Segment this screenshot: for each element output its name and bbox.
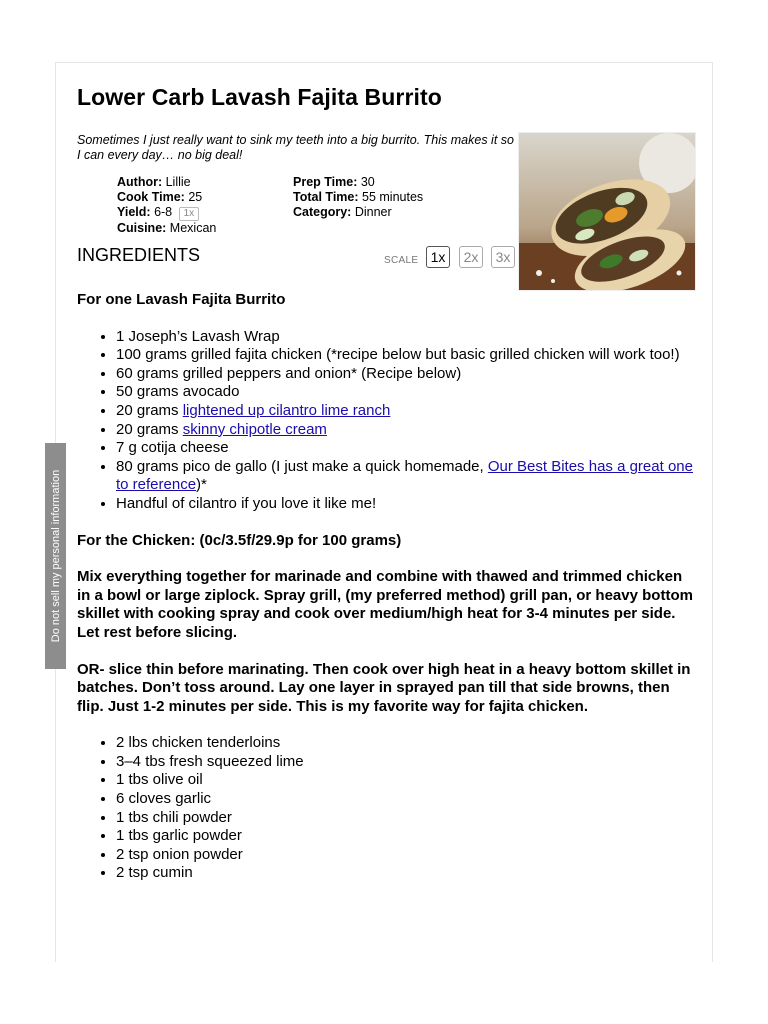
our-best-bites-link[interactable]: Our Best Bites has a great one to reference [116,457,693,494]
ingredient-item [116,421,697,440]
category-row [293,205,423,220]
cook-time-row [117,190,216,205]
scale-3x-button[interactable]: 3x [491,246,515,268]
total-time-row [293,190,423,205]
chipotle-cream-link[interactable]: skinny chipotle cream [182,420,327,438]
ingredient-item: • 1 tbs garlic powder [116,827,697,846]
chicken-instructions-2: OR- slice thin before marinating. Then cook over high heat in a heavy bottom skillet in batches. Don’t toss around. Lay one layer in sprayed pan till that side browns, then flip. Just 1-2 minutes per side. This is my favorite way for fajita chicken. [77,660,691,715]
prep-time-label: Prep Time: [293,175,358,189]
ingredient-item: • 1 tbs olive oil [116,771,697,790]
total-time-label: Total Time: [293,190,359,204]
recipe-summary: Sometimes I just really want to sink my teeth into a big burrito. This makes it so I can every day… no big deal! [77,133,514,162]
prep-time-value: 30 [360,175,375,189]
do-not-sell-tab[interactable] [45,443,66,669]
recipe-title: Lower Carb Lavash Fajita Burrito [77,84,442,110]
ingredient-text: 80 grams pico de gallo (I just make a quick homemade, [116,457,488,475]
author-row [117,175,216,190]
scale-2x-button[interactable]: 2x [459,246,483,268]
ingredient-item: • 7 g cotija cheese [116,439,697,458]
yield-label: Yield: [117,205,151,219]
section-title-chicken: For the Chicken: (0c/3.5f/29.9p for 100 grams) [77,531,402,549]
ingredients-heading: INGREDIENTS [77,245,201,265]
ingredient-text: )* [196,476,207,494]
yield-value: 6-8 [154,205,173,219]
ingredient-item: • Handful of cilantro if you love it like me! [116,495,697,514]
recipe-photo [518,132,696,291]
author-value: Lillie [165,175,191,189]
section-title-burrito: For one Lavash Fajita Burrito [77,291,286,308]
ingredient-item [116,402,697,421]
recipe-meta-left [117,175,216,236]
cook-time-label: Cook Time: [117,190,185,204]
chicken-instructions-1: Mix everything together for marinade and combine with thawed and trimmed chicken in a bowl or large ziplock. Spray grill, (my preferred method) grill pan, or heavy bottom skillet with cooking spray and cook over medium/high heat for 3-4 minutes per side. Let rest before slicing. [77,568,693,641]
ingredient-item [116,458,697,495]
scale-1x-button[interactable]: 1x [426,246,450,268]
cuisine-label: Cuisine: [117,221,167,235]
category-value: Dinner [354,205,392,219]
ingredient-text: 20 grams [116,420,183,438]
ingredient-text: 20 grams [116,401,183,419]
ingredient-item: • 2 tsp cumin [116,864,697,883]
burrito-photo-image [519,133,695,290]
category-label: Category: [293,205,352,219]
do-not-sell-label: Do not sell my personal information [49,469,62,643]
ingredient-item: • 2 lbs chicken tenderloins [116,734,697,753]
cuisine-value: Mexican [169,221,217,235]
ingredient-item: • 100 grams grilled fajita chicken (*recipe below but basic grilled chicken will work too!) [116,346,697,365]
cuisine-row [117,221,216,236]
ingredient-item: • 1 tbs chili powder [116,809,697,828]
yield-row [117,205,216,221]
cook-time-value: 25 [188,190,203,204]
total-time-value: 55 minutes [362,190,424,204]
yield-scale-button[interactable]: 1x [179,207,200,221]
cilantro-lime-ranch-link[interactable]: lightened up cilantro lime ranch [182,401,391,419]
ingredient-item: • 1 Joseph’s Lavash Wrap [116,328,697,347]
ingredient-item: • 6 cloves garlic [116,790,697,809]
ingredient-item: • 2 tsp onion powder [116,846,697,865]
ingredient-item: • 3–4 tbs fresh squeezed lime [116,753,697,772]
burrito-ingredient-list [77,328,697,514]
ingredient-item: • 60 grams grilled peppers and onion* (Recipe below) [116,365,697,384]
scale-label: SCALE [384,255,419,266]
author-label: Author: [117,175,163,189]
ingredient-item: • 50 grams avocado [116,383,697,402]
prep-time-row [293,175,423,190]
recipe-content [77,291,697,901]
chicken-ingredient-list [77,734,697,883]
recipe-meta-right [293,175,423,220]
